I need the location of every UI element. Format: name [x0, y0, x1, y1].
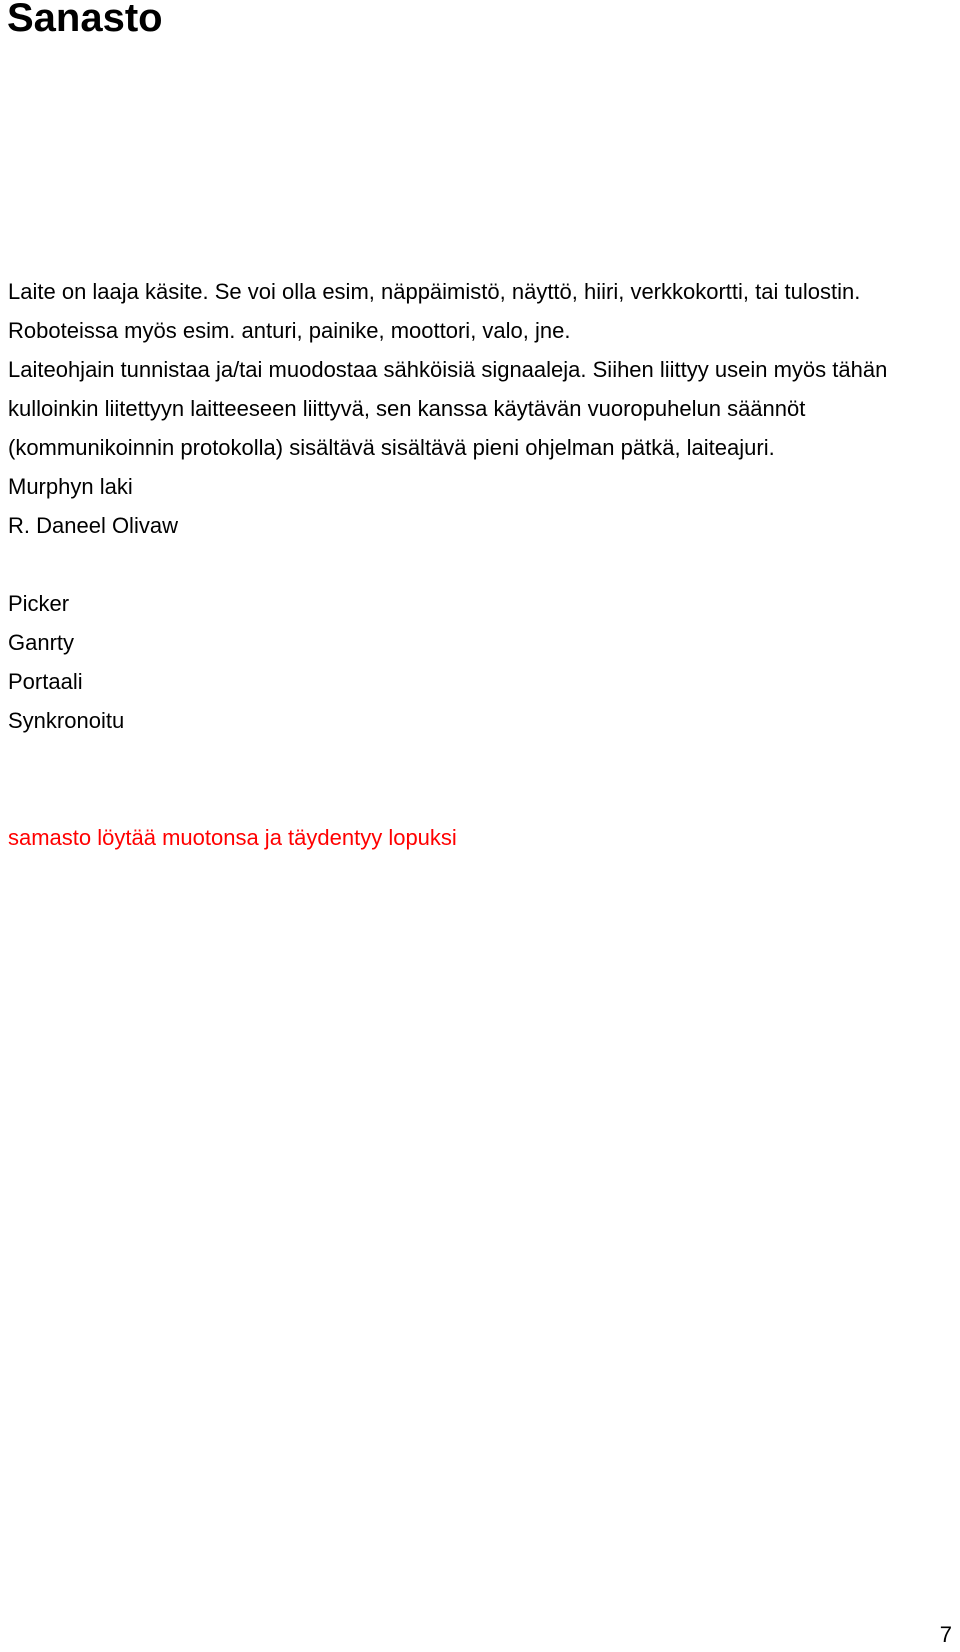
- page-title: Sanasto: [7, 0, 163, 40]
- note-text: samasto löytää muotonsa ja täydentyy lopuksi: [8, 825, 457, 850]
- term-laiteajuri: laiteajuri: [686, 435, 769, 460]
- paragraph-laiteohjain-end: .: [768, 435, 775, 460]
- entry-ganrty: Ganrty: [8, 630, 75, 655]
- paragraph-laite: [8, 272, 953, 350]
- entry-picker: Picker: [8, 591, 70, 616]
- spacer: [8, 545, 953, 584]
- entry-synkronoitu: Synkronoitu: [8, 708, 125, 733]
- term-laite: Laite: [8, 279, 56, 304]
- paragraph-laiteohjain: [8, 350, 953, 467]
- spacer: [8, 740, 953, 818]
- term-laiteohjain: Laiteohjain: [8, 357, 115, 382]
- glossary-content: [8, 272, 953, 857]
- entry-portaali: Portaali: [8, 669, 83, 694]
- page-number: 7: [939, 1622, 952, 1647]
- entry-daneel-olivaw: R. Daneel Olivaw: [8, 513, 178, 538]
- paragraph-laite-text: on laaja käsite. Se voi olla esim, näppäimistö, näyttö, hiiri, verkkokortti, tai tulostin. Roboteissa myös esim. anturi, painike, moottori, valo, jne.: [8, 279, 861, 343]
- paragraph-laiteohjain-text: tunnistaa ja/tai muodostaa sähköisiä signaaleja. Siihen liittyy usein myös tähän kulloinkin liitettyyn laitteeseen liittyvä, sen kanssa käytävän vuoropuhelun säännöt (kommunikoinnin protokolla) sisältävä sisältävä pieni ohjelman pätkä,: [8, 357, 888, 460]
- entry-murphyn-laki: Murphyn laki: [8, 474, 133, 499]
